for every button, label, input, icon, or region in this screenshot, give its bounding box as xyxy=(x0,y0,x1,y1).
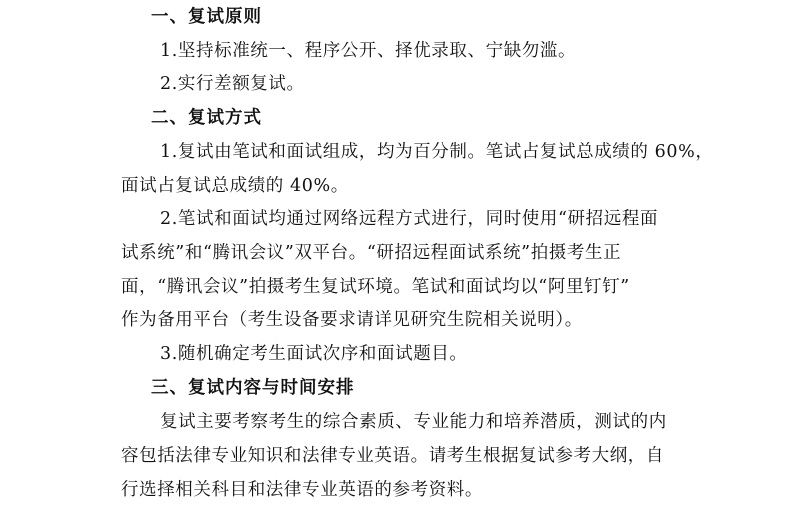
content-paragraph-line-2: 容包括法律专业知识和法律专业英语。请考生根据复试参考大纲，自 xyxy=(121,446,664,466)
principle-item-2: 2.实行差额复试。 xyxy=(160,74,305,94)
method-item-2-line-1: 2.笔试和面试均通过网络远程方式进行，同时使用“研招远程面 xyxy=(160,209,659,229)
method-item-1-line-1: 1.复试由笔试和面试组成，均为百分制。笔试占复试总成绩的 60%， xyxy=(160,142,714,162)
method-item-2-line-2: 试系统”和“腾讯会议”双平台。“研招远程面试系统”拍摄考生正 xyxy=(121,243,622,263)
content-paragraph-line-1: 复试主要考察考生的综合素质、专业能力和培养潜质，测试的内 xyxy=(160,412,667,432)
method-item-2-line-4: 作为备用平台（考生设备要求请详见研究生院相关说明）。 xyxy=(121,310,583,330)
section-heading-3: 三、复试内容与时间安排 xyxy=(151,378,355,398)
principle-item-1: 1.坚持标准统一、程序公开、择优录取、宁缺勿滥。 xyxy=(160,41,577,61)
method-item-2-line-3: 面，“腾讯会议”拍摄考生复试环境。笔试和面试均以“阿里钉钉” xyxy=(121,277,630,297)
section-heading-2: 二、复试方式 xyxy=(151,108,262,128)
method-item-3: 3.随机确定考生面试次序和面试题目。 xyxy=(160,344,468,364)
section-heading-1: 一、复试原则 xyxy=(151,7,262,27)
content-paragraph-line-3: 行选择相关科目和法律专业英语的参考资料。 xyxy=(121,480,483,500)
method-item-1-line-2: 面试占复试总成绩的 40%。 xyxy=(121,176,349,196)
